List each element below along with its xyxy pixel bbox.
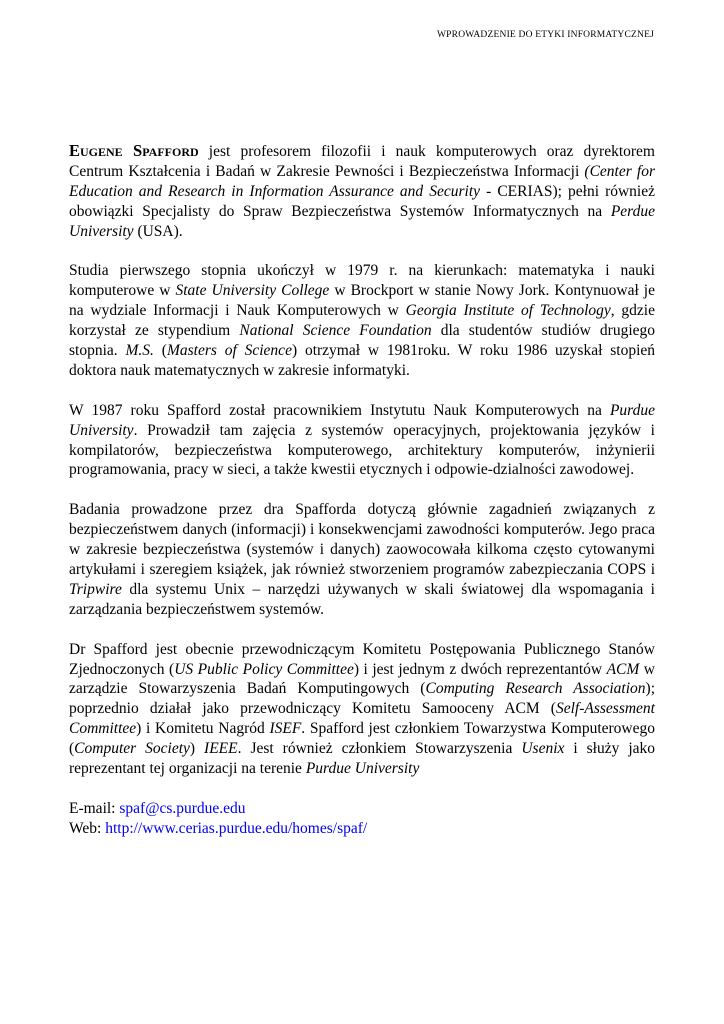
italic-text: Masters of Science	[166, 342, 292, 360]
italic-text: Usenix	[521, 740, 565, 758]
paragraph-career	[69, 401, 655, 481]
text: )	[189, 740, 205, 758]
email-label: E-mail:	[69, 799, 120, 817]
text: Dr Spafford jest obecnie przewodniczącym Komitetu Postępowania Publicznego Stanów Zjednoczonych (	[69, 640, 655, 678]
text: w Brockport w stanie Nowy Jork. Kontynuował je na wydziale Informacji i Nauk Komputerowych w	[69, 282, 655, 320]
italic-text: Computer Society	[74, 740, 190, 758]
text: dla systemu Unix – narzędzi używanych w skali światowej dla wspomagania i zarządzania bezpieczeństwem systemów.	[69, 580, 655, 618]
italic-text: State University College	[175, 282, 330, 300]
text: ); poprzednio działał jako przewodniczący Komitetu Samooceny ACM (	[69, 680, 655, 718]
text: - CERIAS); pełni również obowiązki Specjalisty do Spraw Bezpieczeństwa Systemów Informatycznych na	[69, 182, 655, 220]
italic-text: M.S.	[125, 342, 154, 360]
text: (USA).	[133, 222, 183, 240]
text: Badania prowadzone przez dra Spafforda dotyczą głównie zagadnień związanych z bezpieczeństwem danych (informacji) i konsekwencjami zawodności komputerów. Jego praca w zakresie bezpieczeństwa (systemów i danych) zaowocowała kilkoma często cytowanymi artykułami i szeregiem książek, jak również stworzeniem programów zabezpieczania COPS i	[69, 501, 655, 578]
text: jest profesorem filozofii i nauk komputerowych oraz dyrektorem Centrum Kształcenia i Badań w Zakresie Pewności i Bezpieczeństwa Informacji	[69, 143, 655, 180]
paragraph-education	[69, 261, 655, 380]
italic-text: Purdue University	[69, 401, 655, 439]
paragraph-roles	[69, 640, 655, 779]
web-line	[69, 819, 655, 839]
italic-text: Self-Assessment Committee	[69, 700, 655, 738]
italic-text: ACM	[606, 660, 640, 678]
text: , gdzie korzystał ze stypendium	[69, 302, 655, 340]
paragraph-research	[69, 500, 655, 619]
text: w zarządzie Stowarzyszenia Badań Komputingowych (	[69, 660, 656, 698]
author-name: Eugene Spafford	[69, 141, 199, 160]
italic-text: National Science Foundation	[239, 322, 432, 340]
italic-text: Purdue University	[305, 760, 420, 778]
web-link[interactable]: http://www.cerias.purdue.edu/homes/spaf/	[105, 819, 368, 837]
text: ) otrzymał w 1981roku. W roku 1986 uzyskał stopień doktora nauk matematycznych w zakresie informatyki.	[69, 342, 656, 379]
running-header: WPROWADZENIE DO ETYKI INFORMATYCZNEJ	[437, 30, 654, 40]
italic-text: Georgia Institute of Technology	[405, 302, 611, 320]
text: dla studentów studiów drugiego stopnia.	[69, 322, 656, 360]
text: . Prowadził tam zajęcia z systemów operacyjnych, projektowania języków i kompilatorów, bezpieczeństwa komputerowego, architektury komputerów, inżynierii programowania, pracy w sieci, a także kwestii etycznych i odpowie-dzialności zawodowej.	[69, 421, 655, 479]
paragraph-intro	[69, 141, 655, 242]
text: W 1987 roku Spafford został pracownikiem Instytutu Nauk Komputerowych na	[69, 401, 610, 419]
document-body	[69, 141, 655, 839]
text: (	[153, 342, 167, 360]
italic-text: Computing Research Association	[425, 680, 646, 698]
italic-text: IEEE	[204, 740, 238, 758]
web-label: Web:	[69, 819, 106, 837]
email-line	[69, 799, 655, 819]
text: . Jest również członkiem Stowarzyszenia	[237, 740, 522, 758]
italic-text: Perdue University	[69, 202, 655, 240]
text: Studia pierwszego stopnia ukończył w 1979 r. na kierunkach: matematyka i nauki komputerowe w	[69, 262, 655, 300]
text: . Spafford jest członkiem Towarzystwa Komputerowego (	[69, 720, 655, 758]
italic-text: Tripwire	[69, 580, 122, 598]
italic-text: US Public Policy Committee	[174, 660, 354, 678]
text: ) i jest jednym z dwóch reprezentantów	[353, 660, 607, 678]
italic-text: (Center for Education and Research in Information Assurance and Security	[69, 162, 655, 200]
email-link[interactable]: spaf@cs.purdue.edu	[119, 799, 246, 817]
text: ) i Komitetu Nagród	[136, 720, 270, 738]
text: i służy jako reprezentant tej organizacji na terenie	[69, 740, 656, 778]
italic-text: ISEF	[269, 720, 302, 738]
